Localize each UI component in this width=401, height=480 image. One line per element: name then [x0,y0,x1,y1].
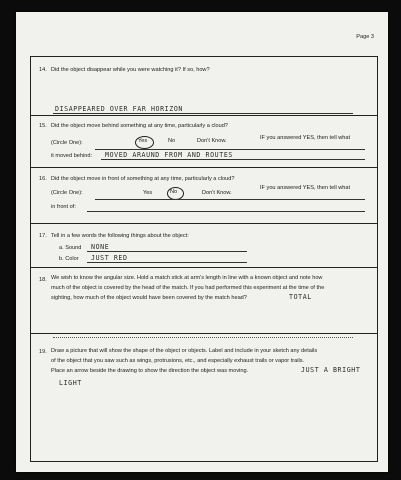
q17-color-line [87,262,247,263]
q18-line-3: sighting, how much of the object would have been covered by the match head? [51,295,247,301]
q19-answer-2: LIGHT [59,379,82,387]
q16-separator [31,223,377,224]
q16-question: Did the object move in front of something at any time, particularly a cloud? [51,176,235,182]
q14-answer: DISAPPEARED OVER FAR HORIZON [55,105,183,113]
q16-dont-know[interactable]: Don't Know. [202,190,232,196]
q19-number: 19. [39,349,47,355]
q17-color-answer: JUST RED [91,254,128,262]
q15-separator [31,167,377,168]
q15-line-1 [95,149,365,150]
q19-line-3: Place an arrow beside the drawing to show the direction the object was moving. [51,368,249,374]
q19-answer-1: JUST A BRIGHT [301,366,361,374]
q14-answer-line [53,113,353,114]
q18-dotted-rule [53,337,353,338]
q18-separator [31,333,377,334]
q15-circle-one: (Circle One): [51,140,83,146]
q14-question: Did the object disappear while you were watching it? If so, how? [51,67,210,73]
q15-question: Did the object move behind something at any time, particularly a cloud? [51,123,228,129]
q15-it-moved-behind: it moved behind: [51,153,93,159]
q16-line-1 [95,199,365,200]
page-number: Page 3 [356,34,374,40]
q18-line-2: much of the object is covered by the head of the match. If you had performed this experiment at the time of the [51,285,325,291]
q14-number: 14. [39,67,47,73]
q15-line-2 [101,159,365,160]
form-frame [30,56,378,462]
q16-if-yes: IF you answered YES, then tell what [260,185,351,191]
q15-number: 15. [39,123,47,129]
q16-yes[interactable]: Yes [143,190,153,196]
q18-number: 18. [39,277,47,283]
q15-no[interactable]: No [168,138,176,144]
q19-line-1: Draw a picture that will show the shape of the object or objects. Label and include in your sketch any details [51,348,318,354]
q15-dont-know[interactable]: Don't Know. [197,138,227,144]
q18-answer: TOTAL [289,293,312,301]
q16-circle-one: (Circle One): [51,190,83,196]
q16-no[interactable]: No [170,189,178,195]
q19-line-2: of the object that you saw such as wings, protrusions, etc., and especially exhaust trails or vapor trails. [51,358,305,364]
form-page [16,12,388,472]
q16-line-2 [87,211,365,212]
q17-separator [31,267,377,268]
q14-separator [31,115,377,116]
q18-line-1: We wish to know the angular size. Hold a match stick at arm's length in line with a known object and note how [51,275,323,281]
q16-number: 16. [39,176,47,182]
q15-yes[interactable]: Yes [138,138,148,144]
q15-answer: MOVED ARAUND FROM AND ROUTES [105,151,233,159]
q17-color-label: b. Color [59,256,79,262]
q17-question: Tell in a few words the following things about the object: [51,233,189,239]
q17-sound-line [87,251,247,252]
q17-sound-label: a. Sound [59,245,82,251]
q17-number: 17. [39,233,47,239]
q16-in-front-of: in front of: [51,204,76,210]
q15-if-yes: IF you answered YES, then tell what [260,135,351,141]
q17-sound-answer: NONE [91,243,110,251]
